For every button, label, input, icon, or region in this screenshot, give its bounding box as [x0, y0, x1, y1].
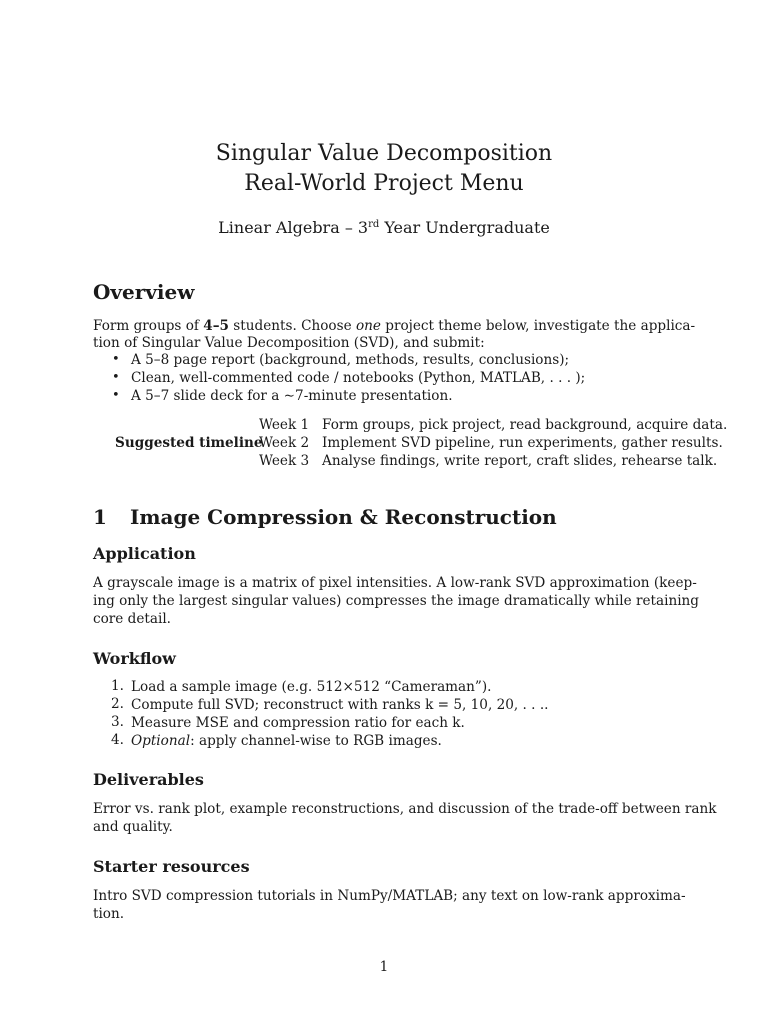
- workflow-item: Compute full SVD; reconstruct with ranks k = 5, 10, 20, . . ..: [131, 697, 549, 713]
- overview-intro-line1: Form groups of 4–5 students. Choose one project theme below, investigate the applica-: [93, 318, 696, 334]
- workflow-item-number: 2.: [111, 696, 124, 712]
- overview-heading: Overview: [93, 280, 195, 304]
- timeline-week: Week 1: [259, 417, 310, 433]
- workflow-item-number: 3.: [111, 714, 124, 730]
- starter-resources-text-line: tion.: [93, 906, 125, 922]
- timeline-week: Week 3: [259, 453, 310, 469]
- section1-heading: 1 Image Compression & Reconstruction: [93, 505, 557, 529]
- bullet-marker: •: [112, 352, 120, 367]
- workflow-item-number: 4.: [111, 732, 124, 748]
- timeline-task: Analyse findings, write report, craft slides, rehearse talk.: [322, 453, 718, 469]
- application-text-line: ing only the largest singular values) compresses the image dramatically while retaining: [93, 593, 700, 609]
- starter-resources-text-line: Intro SVD compression tutorials in NumPy/MATLAB; any text on low-rank approxima-: [93, 888, 686, 904]
- workflow-item: Optional: apply channel-wise to RGB images.: [131, 733, 442, 749]
- application-heading: Application: [93, 544, 196, 563]
- bullet-item: A 5–7 slide deck for a ∼7-minute presentation.: [131, 388, 453, 404]
- application-text-line: A grayscale image is a matrix of pixel intensities. A low-rank SVD approximation (keep-: [93, 575, 697, 591]
- starter-resources-heading: Starter resources: [93, 857, 250, 876]
- timeline-week: Week 2: [259, 435, 310, 451]
- deliverables-text-line: Error vs. rank plot, example reconstructions, and discussion of the trade-off between rank: [93, 801, 717, 817]
- workflow-item: Measure MSE and compression ratio for each k.: [131, 715, 465, 731]
- document-title-line1: Singular Value Decomposition: [215, 141, 553, 166]
- deliverables-text-line: and quality.: [93, 819, 173, 835]
- workflow-heading: Workflow: [93, 649, 176, 668]
- deliverables-heading: Deliverables: [93, 770, 204, 789]
- workflow-item-number: 1.: [111, 678, 124, 694]
- overview-intro-line2: tion of Singular Value Decomposition (SVD), and submit:: [93, 335, 485, 351]
- document-title-line2: Real-World Project Menu: [244, 171, 524, 196]
- bullet-item: A 5–8 page report (background, methods, results, conclusions);: [131, 352, 570, 368]
- timeline-label: Suggested timeline: [115, 435, 263, 451]
- document-subtitle: Linear Algebra – 3rd Year Undergraduate: [218, 218, 550, 237]
- timeline-task: Form groups, pick project, read background, acquire data.: [322, 417, 728, 433]
- page-number: 1: [379, 959, 389, 975]
- bullet-item: Clean, well-commented code / notebooks (Python, MATLAB, . . . );: [131, 370, 586, 386]
- timeline-task: Implement SVD pipeline, run experiments, gather results.: [322, 435, 723, 451]
- workflow-item: Load a sample image (e.g. 512×512 “Cameraman”).: [131, 679, 492, 695]
- bullet-marker: •: [112, 388, 120, 403]
- bullet-marker: •: [112, 370, 120, 385]
- application-text-line: core detail.: [93, 611, 171, 627]
